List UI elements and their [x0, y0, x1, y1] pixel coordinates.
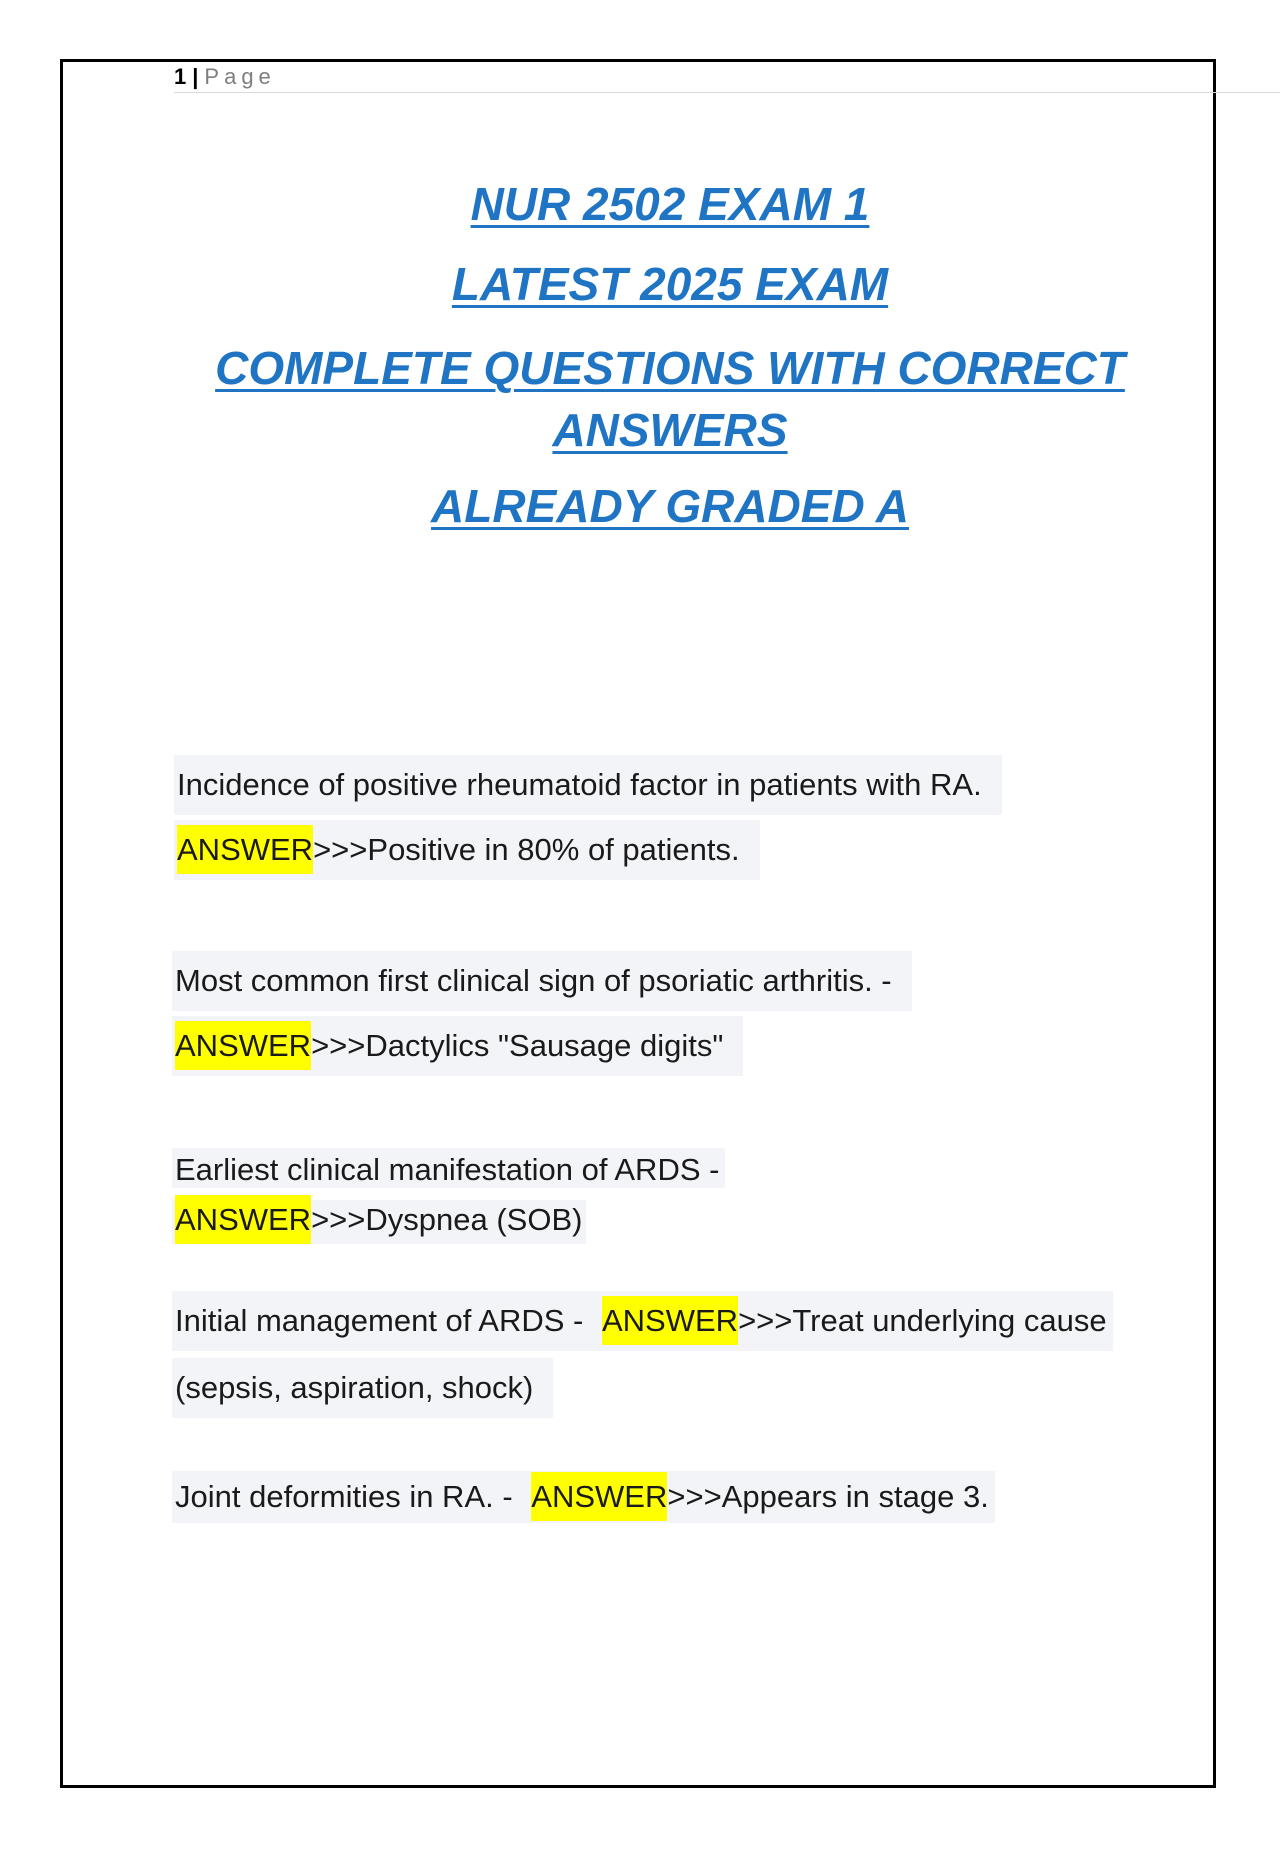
question-1 [174, 755, 1002, 815]
answer-3 [172, 1200, 586, 1244]
question-4 [172, 1291, 1113, 1351]
page-border [60, 59, 1216, 1788]
answer-keyword: ANSWER [531, 1472, 667, 1521]
document-title-line-4: ALREADY GRADED A [431, 480, 909, 532]
header-separator: | [192, 64, 199, 89]
document-title-line-3a: COMPLETE QUESTIONS WITH CORRECT [215, 342, 1125, 394]
question-2 [172, 951, 912, 1011]
question-text: Initial management of ARDS - [175, 1303, 592, 1338]
document-title-line-1: NUR 2502 EXAM 1 [470, 178, 870, 230]
answer-text-continued: (sepsis, aspiration, shock) [172, 1358, 553, 1418]
document-title-line-2: LATEST 2025 EXAM [451, 258, 889, 310]
page-header [174, 62, 1280, 93]
document-title-line-3b: ANSWERS [552, 404, 788, 456]
answer-text: >>>Dactylics "Sausage digits" [311, 1028, 724, 1063]
question-3 [172, 1148, 725, 1188]
document-title-line-3 [160, 337, 1180, 461]
question-text: Earliest clinical manifestation of ARDS - [172, 1148, 725, 1188]
answer-keyword: ANSWER [175, 1021, 311, 1070]
answer-text: >>>Positive in 80% of patients. [313, 832, 740, 867]
answer-2 [172, 1016, 743, 1076]
answer-keyword: ANSWER [175, 1195, 311, 1244]
answer-text: >>>Dyspnea (SOB) [311, 1202, 583, 1237]
answer-keyword: ANSWER [602, 1296, 738, 1345]
page-number: 1 [174, 64, 187, 89]
question-text: Most common first clinical sign of psoriatic arthritis. - [172, 951, 912, 1011]
page-label: Page [204, 64, 276, 89]
answer-keyword: ANSWER [177, 825, 313, 874]
question-text: Incidence of positive rheumatoid factor in patients with RA. [174, 755, 1002, 815]
answer-text: >>>Appears in stage 3. [667, 1479, 989, 1514]
answer-4-continued [172, 1358, 553, 1418]
answer-1 [174, 820, 760, 880]
answer-text: >>>Treat underlying cause [738, 1303, 1107, 1338]
question-text: Joint deformities in RA. - [175, 1479, 522, 1514]
question-5 [172, 1471, 995, 1523]
